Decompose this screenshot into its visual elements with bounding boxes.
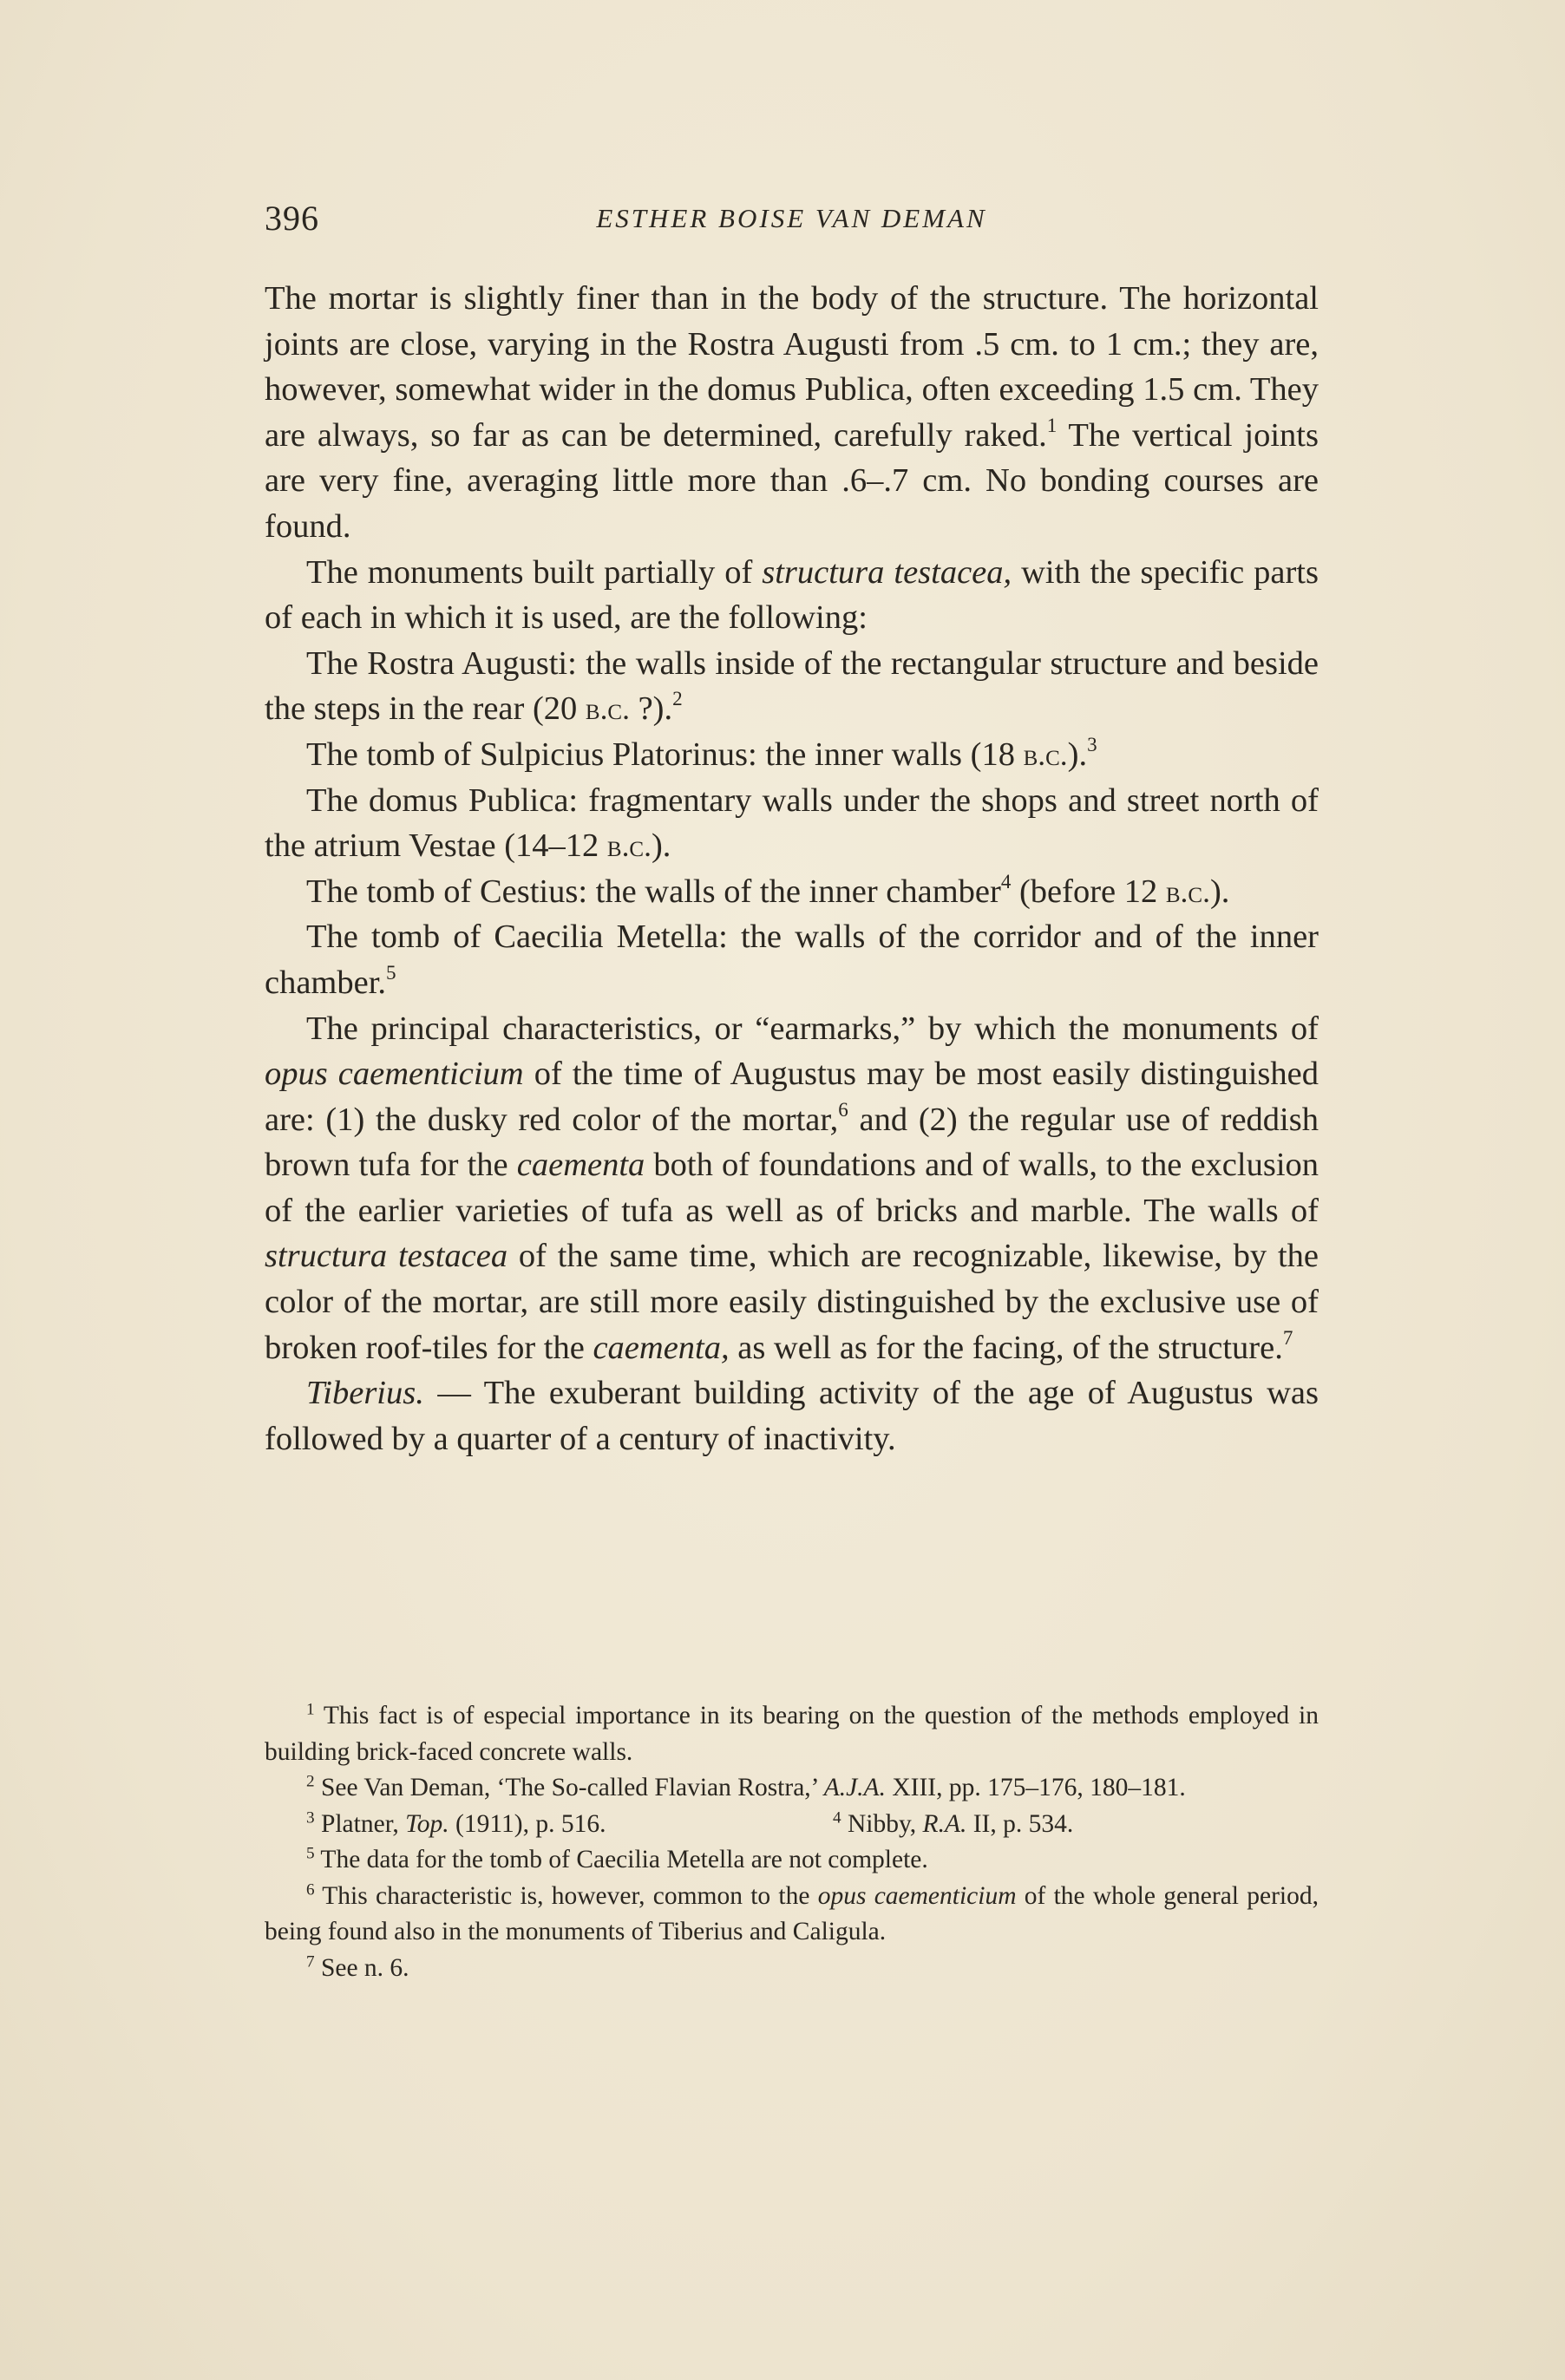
paragraph-tiberius: Tiberius. — The exuberant building activity of the age of Augustus was followed by a quarter of a century of inactivity. (265, 1375, 1319, 1457)
footnote-ref[interactable]: 4 (1000, 869, 1012, 892)
footnote-row-3-4 (265, 1807, 1319, 1843)
footnote-ref[interactable]: 2 (672, 687, 683, 710)
footnote-4: $^4$ Nibby, R.A. II, p. 534. (833, 1808, 1074, 1838)
page-number: 396 (265, 199, 319, 238)
body-text (265, 276, 1319, 1461)
paragraph-mortar: The mortar is slightly finer than in the body of the structure. The horizontal joints are close, varying in the Rostra Augusti from .5 cm. to 1 cm.; they are, however, somewhat wider in the domus Publica, often exceeding 1.5 cm. They are always, so far as can be determined, carefully raked.$^1$ The vertical joints are very fine, averaging little more than .6–.7 cm. No bonding courses are found. (265, 280, 1319, 545)
paragraph-domus: The domus Publica: fragmentary walls under the shops and street north of the atrium Vestae (14–12 b.c.). (265, 781, 1319, 865)
paragraph-cestius: The tomb of Cestius: the walls of the inner chamber$^4$ (before 12 b.c.). (306, 869, 1230, 910)
footnote-ref[interactable]: 6 (838, 1097, 848, 1121)
paragraph-characteristics: The principal characteristics, or “earmarks,” by which the monuments of opus caementicium of the time of Augustus may be most easily distinguished are: (1) the dusky red color of the mortar,$^6$ and (2) the regular use of reddish brown tufa for the caementa both of foundations and of walls, to the exclusion of the earlier varieties of tufa as well as of bricks and marble. The walls of structura testacea of the same time, which are recognizable, likewise, by the color of the mortar, are still more easily distinguished by the exclusive use of broken roof-tiles for the caementa, as well as for the facing, of the structure.$^7$ (265, 1010, 1319, 1366)
footnotes (265, 1698, 1319, 1986)
footnote-ref[interactable]: 3 (1087, 732, 1097, 755)
section-heading-tiberius: Tiberius. (306, 1375, 424, 1412)
footnote-3: $^3$ Platner, Top. (1911), p. 516. (306, 1808, 606, 1838)
running-head: ESTHER BOISE VAN DEMAN (596, 203, 987, 233)
paragraph-metella: The tomb of Caecilia Metella: the walls of the corridor and of the inner chamber.$^5$ (265, 919, 1319, 1001)
paragraph-rostra: The Rostra Augusti: the walls inside of the rectangular structure and beside the steps in the rear (20 b.c. ?).$^2$ (265, 644, 1319, 728)
footnote-2: $^2$ See Van Deman, ‘The So-called Flavian Rostra,’ A.J.A. XIII, pp. 175–176, 180–181. (306, 1772, 1186, 1801)
footnote-ref[interactable]: 5 (386, 960, 396, 984)
footnote-1: $^1$ This fact is of especial importance in its bearing on the question of the methods employed in building brick-faced concrete walls. (265, 1700, 1319, 1766)
paragraph-monuments: The monuments built partially of structura testacea, with the specific parts of each in which it is used, are the following: (265, 553, 1319, 637)
footnote-ref[interactable]: 7 (1282, 1325, 1293, 1349)
footnote-6: $^6$ This characteristic is, however, common to the opus caementicium of the whole general period, being found also in the monuments of Tiberius and Caligula. (265, 1880, 1319, 1945)
page-header (265, 198, 1319, 250)
paragraph-sulpicius: The tomb of Sulpicius Platorinus: the inner walls (18 b.c.).$^3$ (306, 732, 1097, 773)
footnote-ref[interactable]: 1 (1046, 413, 1058, 436)
footnote-7: $^7$ See n. 6. (306, 1952, 409, 1982)
footnote-5: $^5$ The data for the tomb of Caecilia Metella are not complete. (306, 1844, 928, 1873)
